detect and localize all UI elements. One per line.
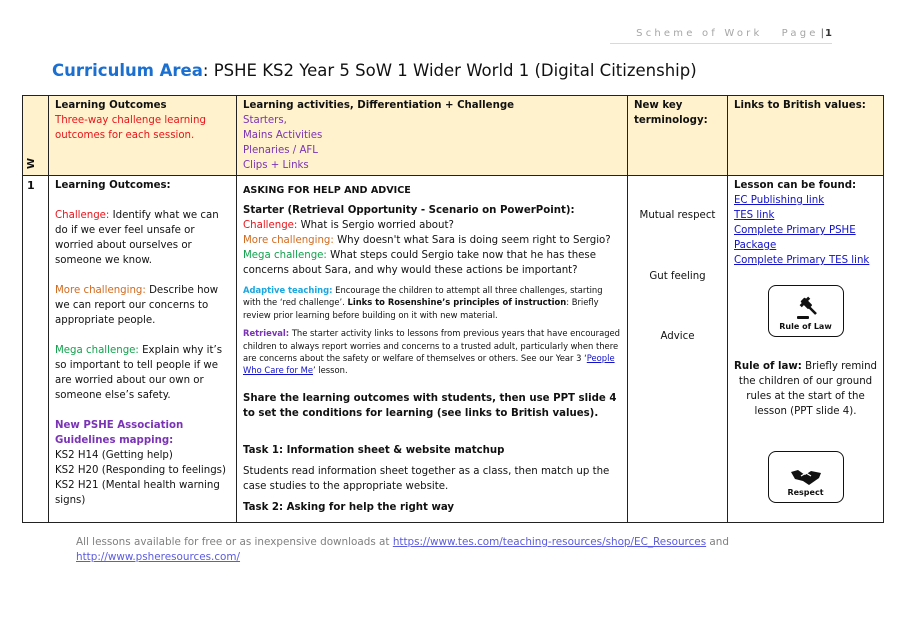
pshe-resources-link[interactable]: http://www.psheresources.com/ (76, 551, 241, 563)
adaptive-teaching: Adaptive teaching: Encourage the children to attempt all three challenges, starting with the ‘red challenge’. Links to Rosenshine’s principles of instruction: Briefly review prior learning before building on it with new material. (243, 285, 603, 320)
title-text: : PSHE KS2 Year 5 SoW 1 Wider World 1 (Digital Citizenship) (202, 61, 697, 80)
lesson-title: ASKING FOR HELP AND ADVICE (243, 185, 411, 196)
guideline-item: KS2 H14 (Getting help) (55, 450, 173, 461)
page-header: Scheme of Work Page |1 (610, 28, 832, 44)
outcome-challenge: Challenge: Identify what we can do if we ever feel unsafe or worried about ourselves or someone we know. (55, 210, 219, 266)
retrieval-note: Retrieval: The starter activity links to lessons from previous years that have encouraged children to always report worries and concerns to a trusted adult, particularly when there are concerns about the safety or welfare of themselves or others. See our Year 3 ‘People Who Care for Me’ lesson. (243, 328, 620, 376)
ec-publishing-link[interactable]: EC Publishing link (734, 195, 825, 206)
complete-primary-tes-link[interactable]: Complete Primary TES link (734, 255, 870, 266)
guidelines-heading: New PSHE Association Guidelines mapping: (55, 420, 184, 446)
guideline-item: KS2 H21 (Mental health warning signs) (55, 480, 220, 506)
guideline-item: KS2 H20 (Responding to feelings) (55, 465, 226, 476)
tes-link[interactable]: TES link (734, 210, 775, 221)
outcomes-cell: Learning Outcomes: Challenge: Identify what we can do if we ever feel unsafe or worried about ourselves or someone we know. More challenging: Describe how we can report our concerns to appropriate people. Mega challenge: Explain why it’s so important to tell people if we are worried about our own or someone else’s safety. New PSHE Association Guidelines mapping: KS2 H14 (Getting help) KS2 H20 (Responding to feelings) KS2 H21 (Mental health warning signs) (49, 176, 237, 523)
rule-of-law-note: Rule of law: Briefly remind the children of our ground rules at the start of the lesson (PPT slide 4). (734, 361, 877, 417)
terminology-cell (628, 176, 728, 523)
header-activities: Learning activities, Differentiation + Challenge Starters, Mains Activities Plenaries / AFL Clips + Links (237, 96, 628, 176)
tes-shop-link[interactable]: https://www.tes.com/teaching-resources/shop/EC_Resources (392, 536, 707, 548)
term-item: Mutual respect (639, 210, 716, 221)
header-terminology: New key terminology: (628, 96, 728, 176)
rule-of-law-badge: Rule of Law (768, 285, 844, 337)
header-outcomes: Learning Outcomes Three-way challenge learning outcomes for each session. (49, 96, 237, 176)
task2-heading: Task 2: Asking for help the right way (243, 501, 455, 513)
gavel-icon (791, 296, 821, 322)
header-british-values: Links to British values: (728, 96, 884, 176)
term-item: Advice (660, 331, 695, 342)
respect-badge: Respect (768, 451, 844, 503)
outcome-mega-challenge: Mega challenge: Explain why it’s so important to tell people if we are worried about our own or someone else’s safety. (55, 345, 223, 401)
handshake-icon (789, 466, 823, 488)
page-label: Page (781, 28, 819, 39)
outcome-more-challenging: More challenging: Describe how we can report our concerns to appropriate people. (55, 285, 219, 326)
week-number: 1 (23, 176, 49, 523)
term-item: Gut feeling (649, 271, 706, 282)
page-title (52, 61, 697, 80)
doc-label: Scheme of Work (636, 28, 763, 39)
footer: All lessons available for free or as inexpensive downloads at https://www.tes.com/teaching-resources/shop/EC_Resources and http://www.psheresources.com/ (76, 536, 729, 563)
scheme-of-work-table (22, 95, 884, 523)
activities-cell: ASKING FOR HELP AND ADVICE Starter (Retrieval Opportunity - Scenario on PowerPoint): Challenge: What is Sergio worried about? More challenging: Why doesn't what Sara is doing seem right to Sergio? Mega challenge: What steps could Sergio take now that he has these concerns about Sara, and why would these actions be important? Adaptive teaching: Encourage the children to attempt all three challenges, starting with the ‘red challenge’. Links to Rosenshine’s principles of instruction: Briefly review prior learning before building on it with new material. Retrieval: The starter activity links to lessons from previous years that have encouraged children to always report worries and concerns to a trusted adult, particularly when there are concerns about the safety or welfare of themselves or others. See our Year 3 ‘People Who Care for Me’ lesson. Share the learning outcomes with students, then use PPT slide 4 to set the conditions for learning (see links to British values). Task 1: Information sheet & website matchup Students read information sheet together as a class, then match up the case studies to the appropriate website. Task 2: Asking for help the right way (237, 176, 628, 523)
header-week: W (23, 96, 49, 176)
task1-heading: Task 1: Information sheet & website matchup (243, 444, 505, 456)
page-number: 1 (825, 28, 832, 39)
curriculum-area-label: Curriculum Area (52, 61, 203, 80)
table-row (23, 176, 884, 523)
table-header-row (23, 96, 884, 176)
people-who-care-link[interactable]: People Who Care for Me (243, 353, 615, 376)
share-outcomes-text: Share the learning outcomes with students, then use PPT slide 4 to set the conditions for learning (see links to British values). (243, 392, 617, 419)
starter-heading: Starter (Retrieval Opportunity - Scenario on PowerPoint): (243, 205, 575, 216)
task1-text: Students read information sheet together as a class, then match up the case studies to the appropriate website. (243, 465, 610, 492)
complete-primary-pshe-link[interactable]: Complete Primary PSHE Package (734, 225, 856, 251)
british-values-cell: Lesson can be found: EC Publishing link TES link Complete Primary PSHE Package Complete Primary TES link Rule of Law Rule of law: Briefly remind the children of our ground rules at the start of the lesson (PPT slide 4). Respect (728, 176, 884, 523)
